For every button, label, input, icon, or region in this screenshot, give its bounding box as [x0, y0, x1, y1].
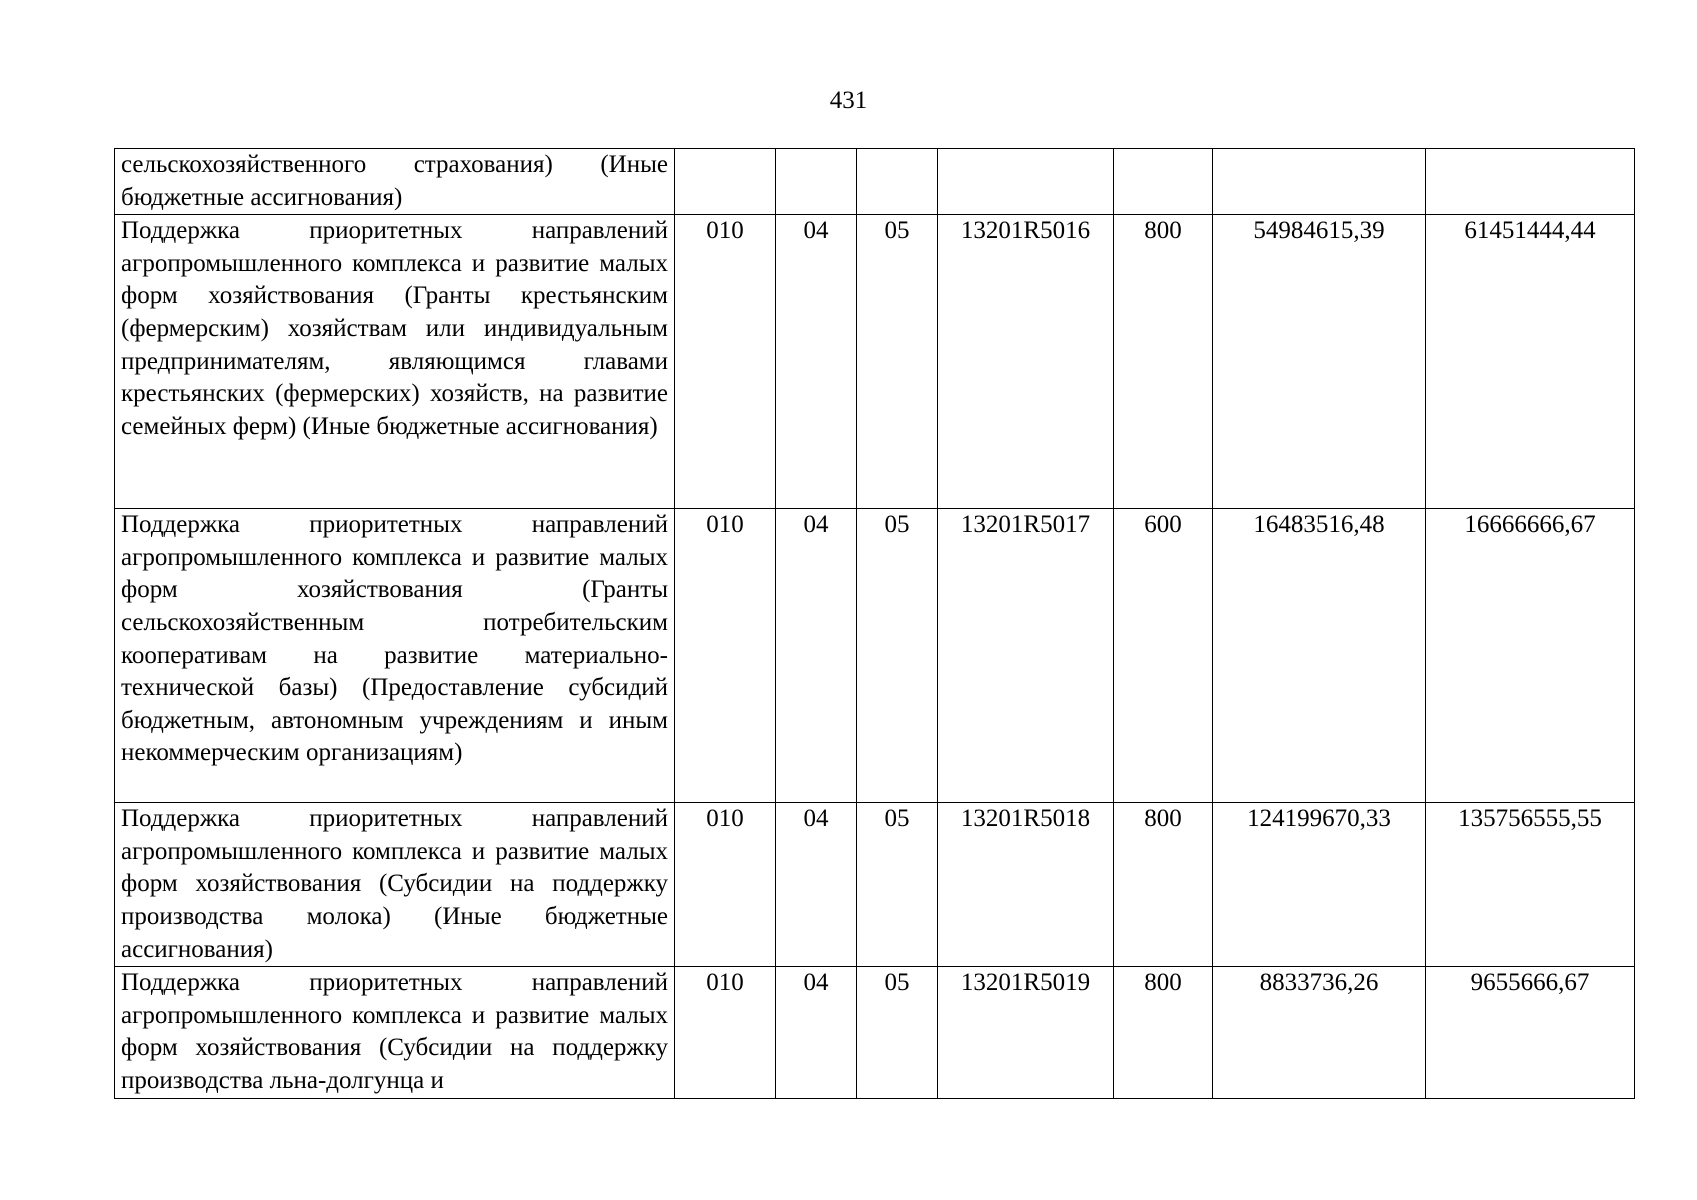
row-description: Поддержка приоритетных направлений агропромышленного комплекса и развитие малых форм хозяйствования (Гранты крестьянским (фермерским) хозяйствам или индивидуальным предпринимателям, являющимся главами крестьянских (фермерских) хозяйств, на развитие семейных ферм) (Иные бюджетные ассигнования) — [115, 215, 675, 509]
section-code: 04 — [776, 509, 857, 803]
expense-type-code: 800 — [1114, 803, 1213, 967]
ministry-code: 010 — [675, 215, 776, 509]
row-description: Поддержка приоритетных направлений агропромышленного комплекса и развитие малых форм хозяйствования (Субсидии на поддержку производства молока) (Иные бюджетные ассигнования) — [115, 803, 675, 967]
subsection-code: 05 — [857, 215, 938, 509]
target-article-code: 13201R5018 — [938, 803, 1114, 967]
target-article-code — [938, 149, 1114, 215]
row-description: Поддержка приоритетных направлений агропромышленного комплекса и развитие малых форм хозяйствования (Гранты сельскохозяйственным потребительским кооперативам на развитие материально-технической базы) (Предоставление субсидий бюджетным, автономным учреждениям и иным некоммерческим организациям) — [115, 509, 675, 803]
page-number: 431 — [829, 87, 868, 114]
target-article-code: 13201R5016 — [938, 215, 1114, 509]
amount-year1: 16483516,48 — [1213, 509, 1426, 803]
amount-year2 — [1426, 149, 1635, 215]
ministry-code: 010 — [675, 509, 776, 803]
amount-year1: 124199670,33 — [1213, 803, 1426, 967]
expense-type-code: 600 — [1114, 509, 1213, 803]
target-article-code: 13201R5019 — [938, 967, 1114, 1098]
row-description: Поддержка приоритетных направлений агропромышленного комплекса и развитие малых форм хозяйствования (Субсидии на поддержку производства льна-долгунца и — [115, 967, 675, 1098]
table-row — [115, 967, 1635, 1098]
subsection-code: 05 — [857, 509, 938, 803]
amount-year2: 9655666,67 — [1426, 967, 1635, 1098]
section-code: 04 — [776, 803, 857, 967]
subsection-code: 05 — [857, 967, 938, 1098]
amount-year1: 54984615,39 — [1213, 215, 1426, 509]
ministry-code: 010 — [675, 803, 776, 967]
expense-type-code: 800 — [1114, 967, 1213, 1098]
amount-year2: 135756555,55 — [1426, 803, 1635, 967]
subsection-code: 05 — [857, 803, 938, 967]
amount-year1 — [1213, 149, 1426, 215]
expense-type-code — [1114, 149, 1213, 215]
table-row — [115, 215, 1635, 509]
row-description: сельскохозяйственного страхования) (Иные бюджетные ассигнования) — [115, 149, 675, 215]
budget-table — [114, 148, 1635, 1099]
table-row — [115, 149, 1635, 215]
ministry-code: 010 — [675, 967, 776, 1098]
table-row — [115, 803, 1635, 967]
amount-year1: 8833736,26 — [1213, 967, 1426, 1098]
section-code — [776, 149, 857, 215]
table-row — [115, 509, 1635, 803]
section-code: 04 — [776, 215, 857, 509]
amount-year2: 61451444,44 — [1426, 215, 1635, 509]
target-article-code: 13201R5017 — [938, 509, 1114, 803]
expense-type-code: 800 — [1114, 215, 1213, 509]
ministry-code — [675, 149, 776, 215]
subsection-code — [857, 149, 938, 215]
amount-year2: 16666666,67 — [1426, 509, 1635, 803]
section-code: 04 — [776, 967, 857, 1098]
